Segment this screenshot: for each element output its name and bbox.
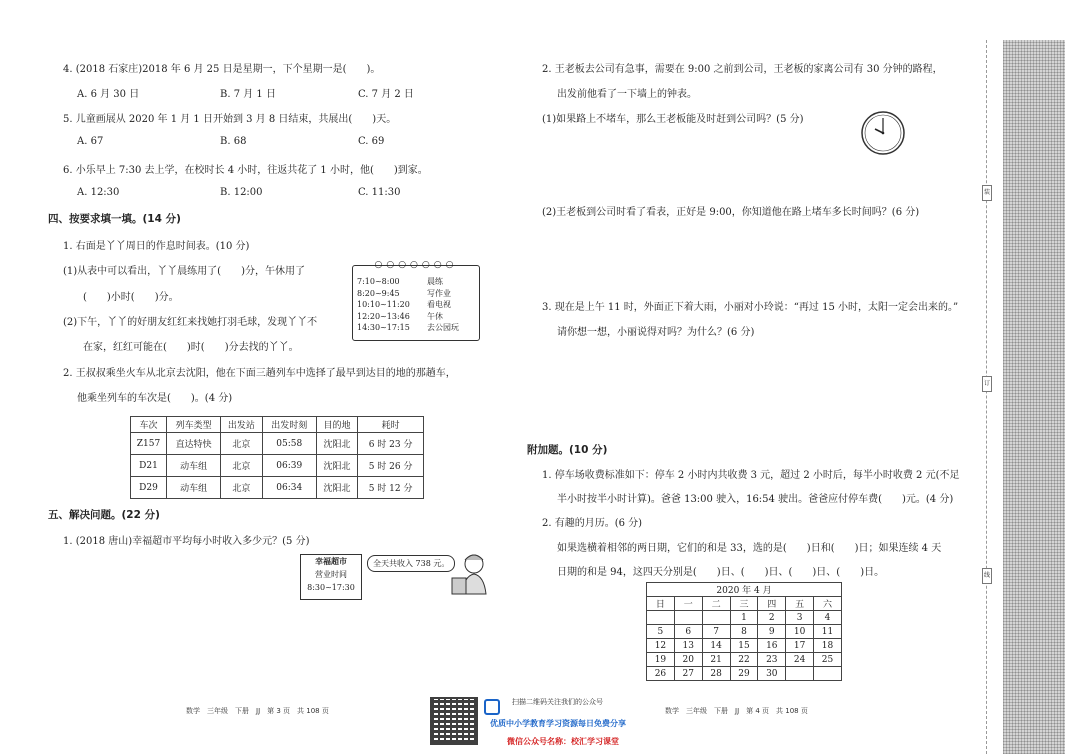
train-cell: 直达特快 xyxy=(166,433,220,455)
calendar-day: 22 xyxy=(730,653,758,667)
calendar-day: 6 xyxy=(674,625,702,639)
bonus-q1-line1: 1. 停车场收费标准如下：停车 2 小时内共收费 3 元，超过 2 小时后，每半小时收费 2 元(不足 xyxy=(542,470,960,481)
schedule-row xyxy=(357,288,475,300)
s4-question-2-line1: 2. 王叔叔乘坐火车从北京去沈阳，他在下面三趟列车中选择了最早到达目的地的那趟车， xyxy=(63,368,456,379)
calendar-week xyxy=(647,639,842,653)
table-row xyxy=(131,433,424,455)
calendar-day: 21 xyxy=(702,653,730,667)
calendar-day: 1 xyxy=(730,611,758,625)
q4-option-a: A. 6 月 30 日 xyxy=(77,89,140,100)
train-cell: 沈阳北 xyxy=(316,455,357,477)
train-header-cell: 目的地 xyxy=(316,417,357,433)
question-5: 5. 儿童画展从 2020 年 1 月 1 日开始到 3 月 8 日结束，共展出( )天。 xyxy=(63,114,397,125)
train-header-cell: 耗时 xyxy=(358,417,424,433)
bonus-q2-line2: 日期的和是 94，这四天分别是( )日、( )日、( )日、( )日。 xyxy=(557,567,885,578)
train-cell: 5 时 26 分 xyxy=(358,455,424,477)
r-question-3-line1: 3. 现在是上午 11 时，外面正下着大雨，小丽对小玲说：“再过 15 小时，太阳一定会出来的。” xyxy=(542,302,959,313)
s4-question-2-line2: 他乘坐列车的车次是( )。(4 分) xyxy=(77,393,233,404)
r-question-2-line1: 2. 王老板去公司有急事，需要在 9:00 之前到公司，王老板的家离公司有 30 分钟的路程， xyxy=(542,64,943,75)
footer-right: 数学 三年级 下册 JJ 第 4 页 共 108 页 xyxy=(665,707,808,715)
train-header-cell: 列车类型 xyxy=(166,417,220,433)
s4-question-1: 1. 右面是丫丫周日的作息时间表。(10 分) xyxy=(63,241,250,252)
schedule-activity: 去公园玩 xyxy=(427,323,459,332)
q5-option-b: B. 68 xyxy=(220,136,247,147)
table-row xyxy=(131,477,424,499)
schedule-row xyxy=(357,322,475,334)
schedule-activity: 午休 xyxy=(427,311,443,321)
s5-question-1: 1. (2018 唐山)幸福超市平均每小时收入多少元？(5 分) xyxy=(63,536,310,547)
schedule-time: 7:10~8:00 xyxy=(357,277,400,286)
question-6: 6. 小乐早上 7:30 去上学，在校时长 4 小时，往返共花了 1 小时，他( )到家。 xyxy=(63,165,428,176)
speech-bubble: 全天共收入 738 元。 xyxy=(367,555,455,572)
q5-option-a: A. 67 xyxy=(77,136,104,147)
r-question-2-line2: 出发前他看了一下墙上的钟表。 xyxy=(557,89,697,100)
section-5-heading: 五、解决问题。(22 分) xyxy=(48,509,160,521)
schedule-activity: 看电视 xyxy=(427,300,451,309)
margin-mark-3: 线 xyxy=(982,568,992,584)
schedule-list xyxy=(357,276,475,334)
train-cell: D29 xyxy=(131,477,167,499)
calendar-day: 19 xyxy=(647,653,675,667)
calendar-day: 3 xyxy=(786,611,814,625)
calendar-day: 16 xyxy=(758,639,786,653)
schedule-time: 10:10~11:20 xyxy=(357,300,410,309)
calendar-day: 4 xyxy=(814,611,842,625)
calendar-day: 24 xyxy=(786,653,814,667)
footer-wechat: 微信公众号名称：校汇学习课堂 xyxy=(507,737,619,746)
calendar-week xyxy=(647,667,842,681)
q4-option-b: B. 7 月 1 日 xyxy=(220,89,276,100)
schedule-time: 8:20~9:45 xyxy=(357,288,400,298)
calendar-day: 18 xyxy=(814,639,842,653)
calendar-weekday: 三 xyxy=(730,597,758,611)
shop-sign xyxy=(300,554,362,600)
shop-name: 幸福超市 xyxy=(315,557,347,566)
train-cell: 动车组 xyxy=(166,455,220,477)
margin-mark-1: 装 xyxy=(982,185,992,201)
calendar-day: 11 xyxy=(814,625,842,639)
calendar-day: 23 xyxy=(758,653,786,667)
calendar-weekday: 二 xyxy=(702,597,730,611)
schedule-activity: 晨练 xyxy=(427,277,443,286)
q4-option-c: C. 7 月 2 日 xyxy=(358,89,414,100)
calendar-day xyxy=(647,611,675,625)
q6-option-a: A. 12:30 xyxy=(77,187,120,198)
binding-rail xyxy=(1003,40,1065,754)
q5-option-c: C. 69 xyxy=(358,136,385,147)
logo-icon xyxy=(484,699,500,715)
calendar-day: 20 xyxy=(674,653,702,667)
shop-hours: 8:30~17:30 xyxy=(307,583,355,592)
calendar-weekday: 一 xyxy=(674,597,702,611)
train-header-cell: 出发站 xyxy=(221,417,262,433)
calendar-day: 25 xyxy=(814,653,842,667)
calendar-table xyxy=(646,582,842,681)
calendar-day: 13 xyxy=(674,639,702,653)
bonus-q2: 2. 有趣的月历。(6 分) xyxy=(542,518,643,529)
shop-hours-label: 营业时间 xyxy=(315,570,347,579)
calendar-weekday: 五 xyxy=(786,597,814,611)
calendar-day: 12 xyxy=(647,639,675,653)
binding-line xyxy=(986,40,987,754)
train-cell: Z157 xyxy=(131,433,167,455)
calendar-day: 29 xyxy=(730,667,758,681)
calendar-day xyxy=(814,667,842,681)
s4-q1-part2-line2: 在家，红红可能在( )时( )分去找的丫丫。 xyxy=(83,342,299,353)
calendar-day: 2 xyxy=(758,611,786,625)
train-cell: 06:39 xyxy=(262,455,316,477)
table-row xyxy=(131,455,424,477)
calendar-day: 27 xyxy=(674,667,702,681)
calendar-day xyxy=(674,611,702,625)
qr-code-icon xyxy=(430,697,478,745)
bonus-q1-line2: 半小时按半小时计算)。爸爸 13:00 驶入，16:54 驶出。爸爸应付停车费( )元。(4 分) xyxy=(557,494,954,505)
calendar-week xyxy=(647,625,842,639)
s4-q1-part1-line1: (1)从表中可以看出，丫丫晨练用了( )分，午休用了 xyxy=(63,266,305,277)
calendar-day: 26 xyxy=(647,667,675,681)
schedule-row xyxy=(357,311,475,323)
train-header-cell: 出发时刻 xyxy=(262,417,316,433)
calendar-weekday: 六 xyxy=(814,597,842,611)
footer-left: 数学 三年级 下册 JJ 第 3 页 共 108 页 xyxy=(186,707,329,715)
wall-clock-icon xyxy=(860,110,906,156)
calendar-day: 14 xyxy=(702,639,730,653)
calendar-day xyxy=(702,611,730,625)
train-cell: 动车组 xyxy=(166,477,220,499)
schedule-row xyxy=(357,299,475,311)
train-cell: 沈阳北 xyxy=(316,433,357,455)
calendar-week xyxy=(647,653,842,667)
train-cell: 北京 xyxy=(221,433,262,455)
train-cell: 05:58 xyxy=(262,433,316,455)
train-cell: 5 时 12 分 xyxy=(358,477,424,499)
bonus-q2-line1: 如果选横着相邻的两日期，它们的和是 33，选的是( )日和( )日；如果连续 4 天 xyxy=(557,543,942,554)
footer-slogan: 优质中小学教育学习资源每日免费分享 xyxy=(490,719,626,728)
footer-scan: 扫描二维码关注我们的公众号 xyxy=(512,698,603,706)
calendar-day: 8 xyxy=(730,625,758,639)
cashier-illustration-icon xyxy=(450,550,492,596)
schedule-time: 14:30~17:15 xyxy=(357,323,410,332)
calendar-day: 15 xyxy=(730,639,758,653)
r-question-2-part1: (1)如果路上不堵车，那么王老板能及时赶到公司吗？(5 分) xyxy=(542,114,804,125)
train-cell: 北京 xyxy=(221,455,262,477)
s4-q1-part1-line2: ( )小时( )分。 xyxy=(83,292,179,303)
train-cell: D21 xyxy=(131,455,167,477)
spiral-binding: ○○○○○○○ xyxy=(374,260,458,270)
calendar-day: 5 xyxy=(647,625,675,639)
calendar-day: 10 xyxy=(786,625,814,639)
q6-option-c: C. 11:30 xyxy=(358,187,401,198)
calendar-day: 9 xyxy=(758,625,786,639)
calendar-day: 7 xyxy=(702,625,730,639)
calendar-day xyxy=(786,667,814,681)
schedule-time: 12:20~13:46 xyxy=(357,311,410,321)
calendar-day: 17 xyxy=(786,639,814,653)
calendar-title: 2020 年 4 月 xyxy=(647,583,842,597)
train-header-cell: 车次 xyxy=(131,417,167,433)
calendar-day: 30 xyxy=(758,667,786,681)
train-cell: 6 时 23 分 xyxy=(358,433,424,455)
s4-q1-part2-line1: (2)下午，丫丫的好朋友红红来找她打羽毛球，发现丫丫不 xyxy=(63,317,318,328)
train-cell: 北京 xyxy=(221,477,262,499)
bonus-heading: 附加题。(10 分) xyxy=(527,444,608,456)
calendar-day: 28 xyxy=(702,667,730,681)
train-cell: 沈阳北 xyxy=(316,477,357,499)
schedule-row xyxy=(357,276,475,288)
r-question-2-part2: (2)王老板到公司时看了看表，正好是 9:00，你知道他在路上堵车多长时间吗？(6 分) xyxy=(542,207,920,218)
q6-option-b: B. 12:00 xyxy=(220,187,263,198)
schedule-card xyxy=(352,260,480,341)
margin-mark-2: 订 xyxy=(982,376,992,392)
r-question-3-line2: 请你想一想，小丽说得对吗？为什么？(6 分) xyxy=(557,327,755,338)
question-4: 4. (2018 石家庄)2018 年 6 月 25 日是星期一，下个星期一是( )。 xyxy=(63,64,381,75)
calendar-weekday: 四 xyxy=(758,597,786,611)
section-4-heading: 四、按要求填一填。(14 分) xyxy=(48,213,181,225)
schedule-activity: 写作业 xyxy=(427,288,451,298)
calendar-week xyxy=(647,611,842,625)
calendar-weekday: 日 xyxy=(647,597,675,611)
train-table xyxy=(130,416,424,499)
train-cell: 06:34 xyxy=(262,477,316,499)
